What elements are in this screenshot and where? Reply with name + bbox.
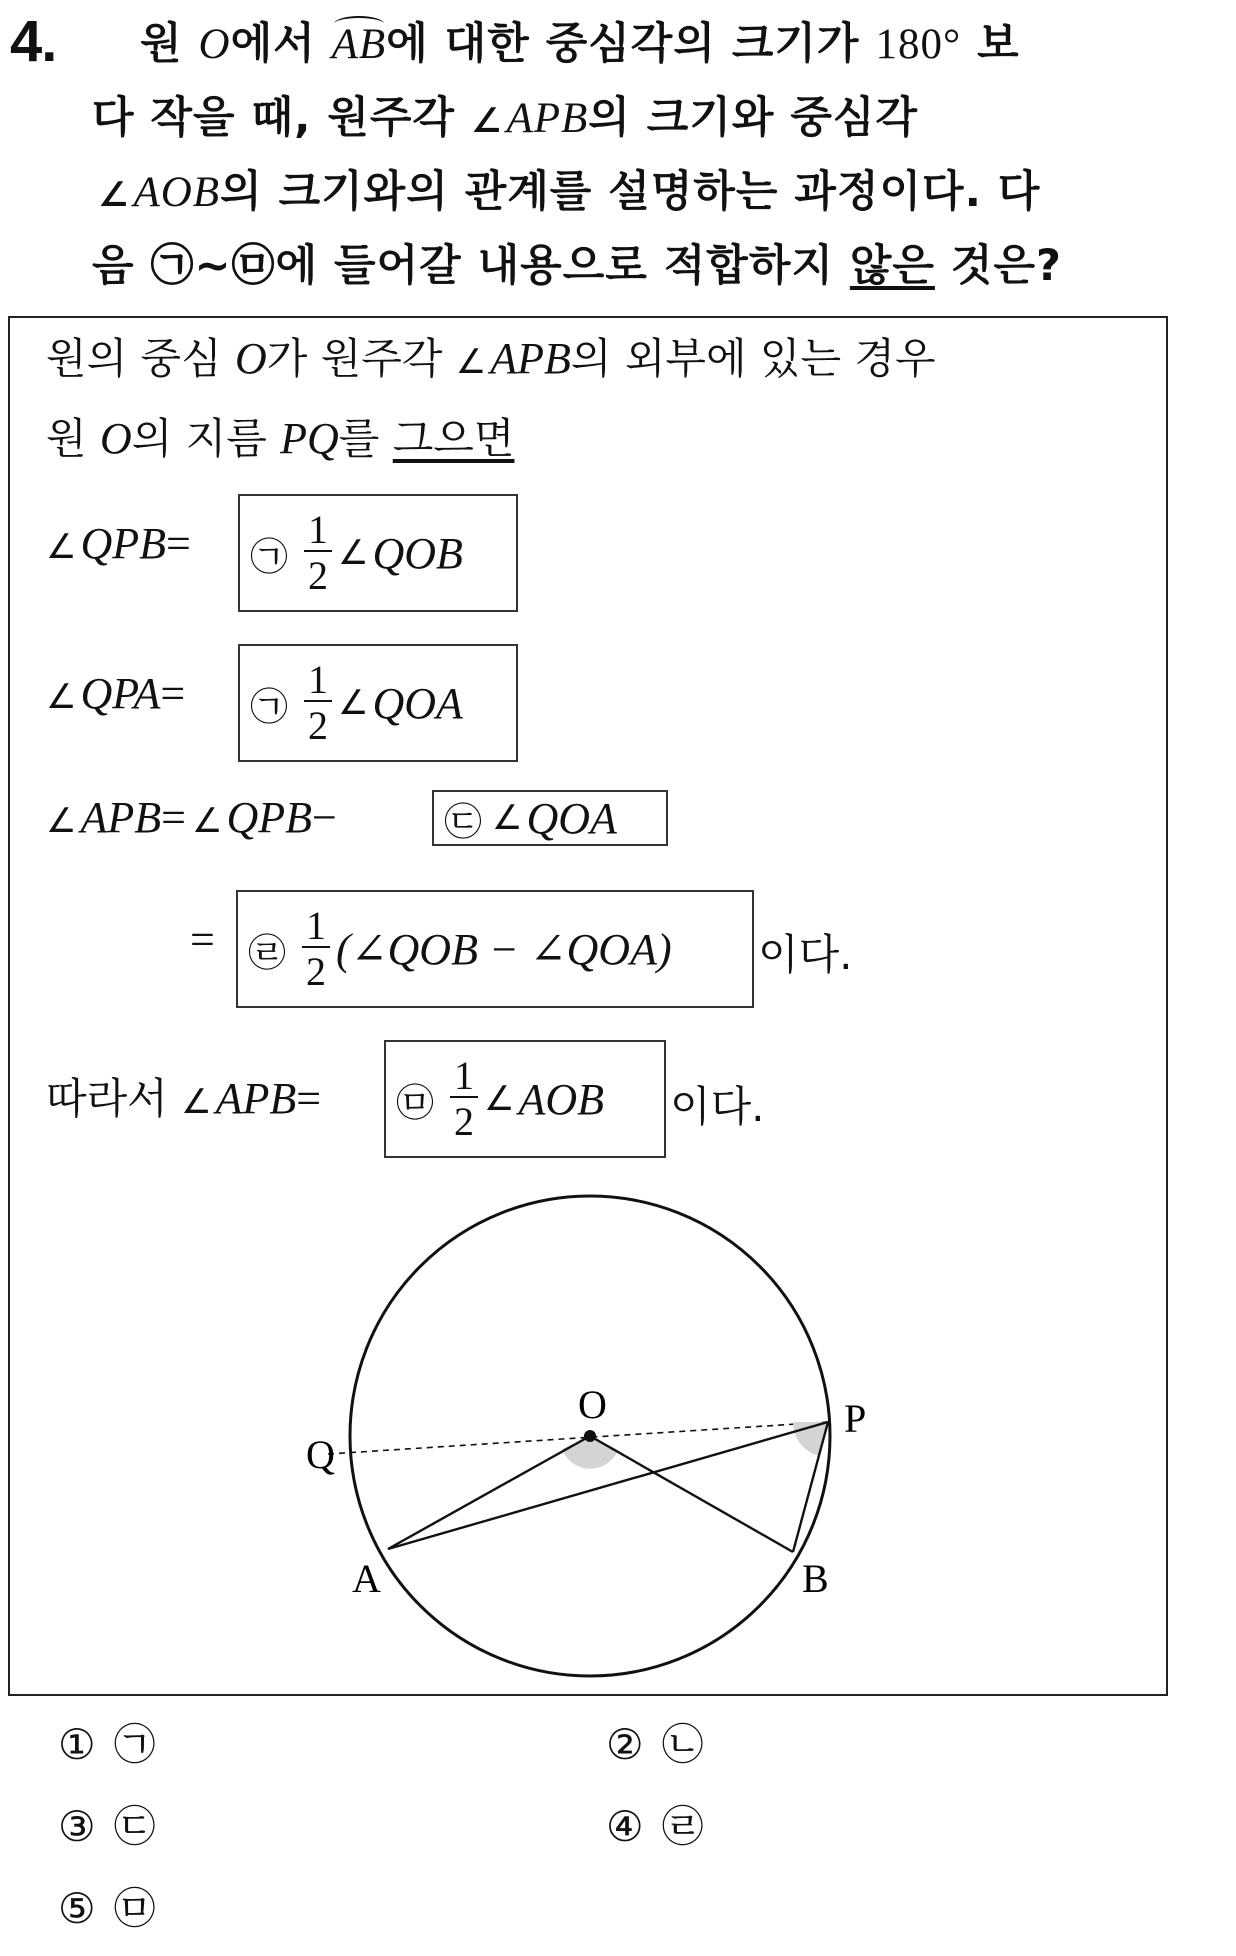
eq5-answer-box (384, 1040, 666, 1158)
fraction-half (302, 903, 330, 994)
eq4-answer-box (236, 890, 754, 1008)
b1-text-a: 원의 중심 (46, 334, 235, 383)
q1-point-o: O (198, 21, 231, 68)
equals-sign: = (161, 793, 186, 842)
eq5-rhs-angle: AOB (518, 1074, 605, 1124)
q1-text-b: 에서 (230, 19, 332, 69)
b2-point-o: O (99, 414, 132, 463)
segment-pa (388, 1422, 828, 1549)
fraction-half (304, 507, 332, 598)
eq3-lhs (46, 792, 337, 843)
b2-diameter-pq: PQ (280, 414, 339, 463)
fraction-half (450, 1053, 478, 1144)
numerator: 1 (302, 906, 330, 948)
q3-text-b: 의 크기와의 관계를 설명하는 과정이다. 다 (220, 167, 1041, 217)
choice-2[interactable] (606, 1712, 704, 1772)
numerator: 1 (304, 660, 332, 702)
q2-angle-apb: APB (506, 95, 589, 142)
denominator: 2 (308, 553, 329, 598)
choice-text: ㉠ (113, 1720, 156, 1769)
segment-ob (590, 1436, 793, 1552)
label-q: Q (306, 1432, 335, 1477)
fraction-half (304, 657, 332, 748)
eq5-lhs (46, 1066, 321, 1126)
eq5-tail: 이다. (670, 1082, 765, 1131)
angle-symbol: ∠ (191, 801, 223, 841)
q4-text-a: 음 ㉠~㉤에 들어갈 내용으로 적합하지 (92, 241, 850, 291)
choice-3[interactable] (58, 1794, 156, 1854)
eq4-equals (190, 914, 215, 965)
q1-text-d: 보 (961, 19, 1020, 69)
choice-text: ㉢ (113, 1802, 156, 1851)
eq2-answer-box (238, 644, 518, 762)
question-line-4 (92, 232, 1062, 293)
eq4-tail: 이다. (758, 930, 853, 979)
circle-diagram (300, 1186, 867, 1686)
angle-symbol: ∠ (181, 1082, 212, 1122)
choice-number: ④ (606, 1802, 644, 1851)
eq2-rhs-angle: QOA (372, 678, 463, 728)
center-point-o (584, 1430, 596, 1442)
question-line-1 (140, 10, 1020, 71)
eq5-prefix: 따라서 (46, 1074, 182, 1123)
q2-text-b: 의 크기와 중심각 (588, 93, 918, 143)
box-line-2 (46, 406, 514, 466)
numerator: 1 (304, 510, 332, 552)
eq1-rhs-angle: QOB (372, 528, 463, 578)
mark-4: ㉣ (248, 930, 287, 975)
angle-symbol: ∠ (338, 533, 369, 573)
b1-point-o: O (235, 334, 267, 383)
b2-text-c: 를 (338, 414, 393, 463)
segment-oa (388, 1436, 590, 1549)
box-line-1 (46, 326, 936, 386)
choice-text: ㉤ (113, 1884, 156, 1933)
q3-angle-aob: AOB (133, 169, 221, 216)
denominator: 2 (306, 949, 327, 994)
q2-text-a: 다 작을 때, 원주각 (92, 93, 471, 143)
angle-symbol: ∠ (470, 101, 503, 141)
angle-symbol: ∠ (492, 798, 523, 838)
choice-text: ㉣ (661, 1802, 704, 1851)
angle-symbol: ∠ (338, 683, 369, 723)
q4-underlined: 않은 (849, 241, 935, 291)
choice-number: ③ (58, 1802, 96, 1851)
label-o: O (578, 1382, 607, 1427)
angle-symbol: ∠ (455, 342, 487, 382)
eq1-answer-box (238, 494, 518, 612)
q1-text-a: 원 (140, 19, 199, 69)
b2-underlined: 그으면 (392, 414, 515, 463)
q4-text-b: 것은? (934, 241, 1062, 291)
choice-5[interactable] (58, 1876, 156, 1936)
choice-text: ㉡ (661, 1720, 704, 1769)
problem-number: 4. (10, 9, 57, 74)
denominator: 2 (308, 703, 329, 748)
equals-sign: = (166, 519, 191, 568)
angle-symbol: ∠ (46, 801, 77, 841)
question-line-3 (98, 158, 1040, 219)
mark-3: ㉢ (444, 799, 483, 844)
equals-sign: = (296, 1074, 322, 1123)
b1-text-c: 의 외부에 있는 경우 (570, 334, 936, 383)
eq3-lhs-angle: APB (80, 793, 162, 842)
angle-symbol: ∠ (484, 1079, 515, 1119)
eq4-rhs-expression: (∠QOB − ∠QOA) (336, 924, 672, 974)
choice-number: ① (58, 1720, 96, 1769)
label-p: P (844, 1396, 867, 1441)
choice-number: ⑤ (58, 1884, 96, 1933)
q1-text-c: 에 대한 중심각의 크기가 (386, 19, 876, 69)
arc-ab: AB (331, 21, 387, 68)
eq3-mid-angle: QPB (226, 793, 312, 842)
angle-symbol: ∠ (98, 175, 130, 215)
denominator: 2 (454, 1099, 475, 1144)
eq2-lhs (46, 668, 185, 719)
equals-sign: = (190, 915, 215, 964)
question-line-2 (92, 84, 918, 145)
mark-1: ㉠ (250, 684, 289, 729)
label-b: B (802, 1556, 829, 1601)
angle-symbol: ∠ (46, 527, 77, 567)
b1-text-b: 가 원주각 (266, 334, 456, 383)
choice-number: ② (606, 1720, 644, 1769)
eq1-lhs-angle: QPB (80, 519, 167, 568)
b2-text-a: 원 (46, 414, 100, 463)
eq5-lhs-angle: APB (215, 1074, 297, 1123)
b1-angle-apb: APB (490, 334, 571, 383)
label-a: A (352, 1556, 381, 1601)
eq2-lhs-angle: QPA (80, 669, 161, 718)
eq1-lhs (46, 518, 191, 569)
minus-sign: − (311, 793, 337, 842)
b2-text-b: 의 지름 (131, 414, 281, 463)
eq3-answer-box (432, 790, 668, 846)
q1-degree: 180° (875, 21, 962, 68)
mark-1: ㉠ (250, 534, 289, 579)
choice-1[interactable] (58, 1712, 156, 1772)
eq3-rhs-angle: QOA (526, 793, 617, 843)
angle-symbol: ∠ (46, 677, 77, 717)
numerator: 1 (450, 1056, 478, 1098)
equals-sign: = (160, 669, 186, 718)
choice-4[interactable] (606, 1794, 704, 1854)
mark-5: ㉤ (396, 1080, 435, 1125)
